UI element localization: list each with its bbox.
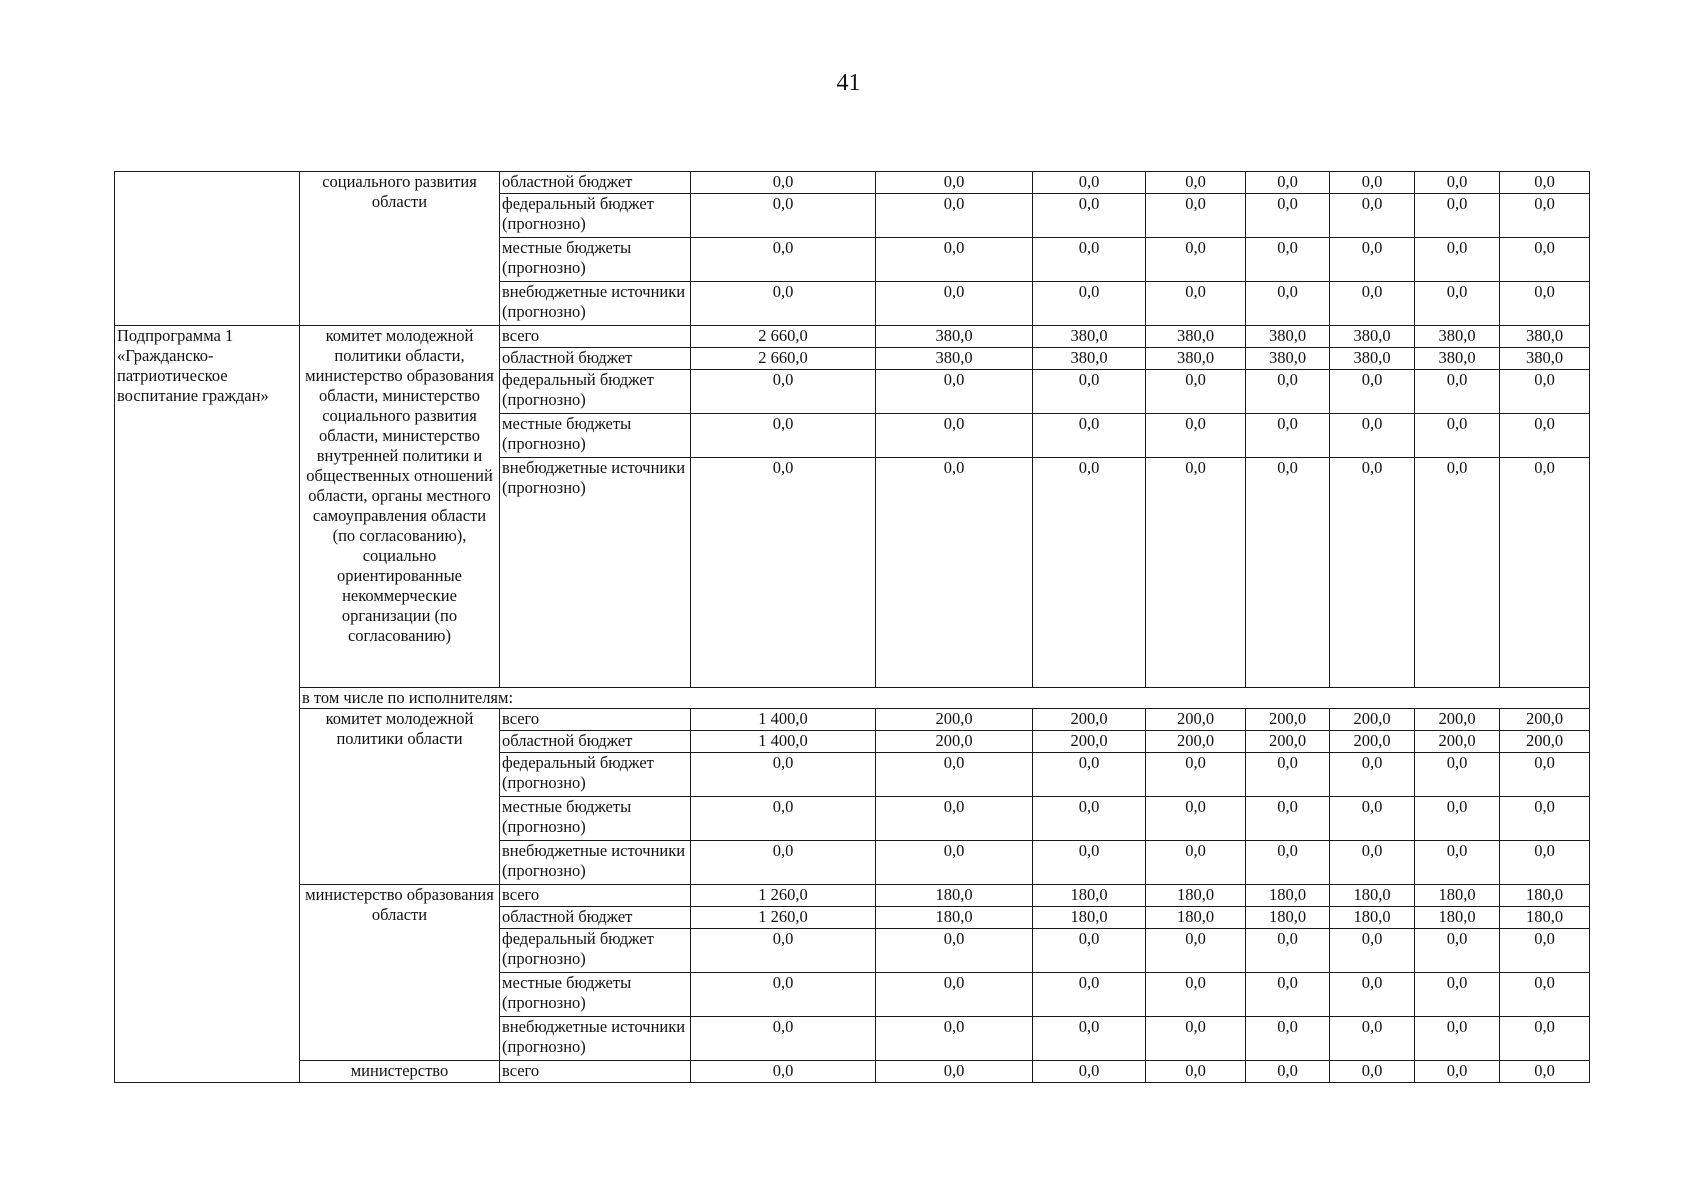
budget-table-body [115,172,1590,1083]
amount-cell: 0,0 [1146,282,1246,326]
amount-cell: 380,0 [1033,326,1146,348]
amount-cell: 0,0 [1330,194,1415,238]
funding-source-cell: местные бюджеты (прогнозно) [500,797,691,841]
executor-cell: комитет молодежной политики области [300,709,500,885]
amount-cell: 200,0 [876,709,1033,731]
amount-cell: 0,0 [691,973,876,1017]
amount-cell: 0,0 [1500,841,1590,885]
amount-cell: 180,0 [1146,907,1246,929]
funding-source-cell: всего [500,326,691,348]
amount-cell: 0,0 [1033,1017,1146,1061]
amount-cell: 0,0 [876,929,1033,973]
funding-source-cell: местные бюджеты (прогнозно) [500,238,691,282]
funding-source-cell: федеральный бюджет (прогнозно) [500,753,691,797]
amount-cell: 200,0 [1500,709,1590,731]
amount-cell: 200,0 [876,731,1033,753]
amount-cell: 180,0 [1033,907,1146,929]
amount-cell: 180,0 [1500,885,1590,907]
amount-cell: 0,0 [876,797,1033,841]
executor-cell: социального развития области [300,172,500,326]
amount-cell: 0,0 [876,458,1033,688]
amount-cell: 0,0 [1330,282,1415,326]
amount-cell: 380,0 [1500,348,1590,370]
amount-cell: 1 260,0 [691,907,876,929]
amount-cell: 0,0 [876,753,1033,797]
amount-cell: 200,0 [1033,731,1146,753]
amount-cell: 0,0 [1033,1061,1146,1083]
amount-cell: 0,0 [691,194,876,238]
amount-cell: 200,0 [1330,709,1415,731]
amount-cell: 0,0 [1415,172,1500,194]
amount-cell: 0,0 [691,414,876,458]
amount-cell: 0,0 [876,282,1033,326]
amount-cell: 0,0 [1033,797,1146,841]
amount-cell: 0,0 [1246,458,1330,688]
funding-source-cell: федеральный бюджет (прогнозно) [500,370,691,414]
executor-cell: комитет молодежной политики области, министерство образования области, министерство социального развития области, министерство внутренней политики и общественных отношений области, органы местного самоуправления области (по согласованию), социально ориентированные некоммерческие организации (по согласованию) [300,326,500,688]
amount-cell: 0,0 [1146,172,1246,194]
amount-cell: 0,0 [691,841,876,885]
amount-cell: 0,0 [1330,1017,1415,1061]
table-row [115,709,1590,731]
amount-cell: 0,0 [1146,238,1246,282]
funding-source-cell: федеральный бюджет (прогнозно) [500,929,691,973]
program-name-cell [115,172,300,326]
by-executors-label: в том числе по исполнителям: [300,688,1590,709]
amount-cell: 0,0 [1246,414,1330,458]
by-executors-row [115,688,1590,709]
amount-cell: 380,0 [1415,348,1500,370]
amount-cell: 0,0 [1500,238,1590,282]
amount-cell: 0,0 [1500,194,1590,238]
amount-cell: 0,0 [1330,1061,1415,1083]
amount-cell: 0,0 [1246,929,1330,973]
amount-cell: 200,0 [1500,731,1590,753]
amount-cell: 380,0 [1415,326,1500,348]
amount-cell: 180,0 [1246,885,1330,907]
amount-cell: 0,0 [1500,1061,1590,1083]
funding-source-cell: всего [500,885,691,907]
amount-cell: 0,0 [1500,414,1590,458]
amount-cell: 0,0 [691,370,876,414]
amount-cell: 1 400,0 [691,731,876,753]
amount-cell: 0,0 [1415,1061,1500,1083]
amount-cell: 0,0 [1033,282,1146,326]
amount-cell: 0,0 [1246,370,1330,414]
page-number: 41 [836,70,861,96]
amount-cell: 0,0 [876,370,1033,414]
amount-cell: 0,0 [1146,1061,1246,1083]
amount-cell: 0,0 [691,1061,876,1083]
amount-cell: 200,0 [1246,709,1330,731]
amount-cell: 0,0 [1415,797,1500,841]
funding-source-cell: внебюджетные источники (прогнозно) [500,1017,691,1061]
amount-cell: 0,0 [691,172,876,194]
amount-cell: 0,0 [1500,973,1590,1017]
amount-cell: 0,0 [1415,753,1500,797]
amount-cell: 0,0 [691,753,876,797]
amount-cell: 380,0 [1146,326,1246,348]
amount-cell: 0,0 [876,973,1033,1017]
amount-cell: 0,0 [1500,458,1590,688]
amount-cell: 0,0 [1330,797,1415,841]
amount-cell: 0,0 [1330,172,1415,194]
amount-cell: 0,0 [1246,238,1330,282]
amount-cell: 0,0 [691,458,876,688]
table-row [115,326,1590,348]
amount-cell: 0,0 [691,929,876,973]
amount-cell: 0,0 [1500,753,1590,797]
amount-cell: 180,0 [1330,885,1415,907]
amount-cell: 200,0 [1033,709,1146,731]
funding-source-cell: внебюджетные источники (прогнозно) [500,458,691,688]
funding-source-cell: внебюджетные источники (прогнозно) [500,841,691,885]
amount-cell: 0,0 [1415,1017,1500,1061]
amount-cell: 380,0 [1330,348,1415,370]
amount-cell: 0,0 [1415,841,1500,885]
amount-cell: 200,0 [1415,709,1500,731]
amount-cell: 0,0 [691,238,876,282]
amount-cell: 0,0 [1246,753,1330,797]
amount-cell: 180,0 [1033,885,1146,907]
table-row [115,885,1590,907]
amount-cell: 0,0 [1246,973,1330,1017]
amount-cell: 180,0 [1330,907,1415,929]
amount-cell: 0,0 [1033,370,1146,414]
amount-cell: 0,0 [1330,753,1415,797]
funding-source-cell: местные бюджеты (прогнозно) [500,414,691,458]
amount-cell: 1 400,0 [691,709,876,731]
amount-cell: 0,0 [1500,1017,1590,1061]
amount-cell: 0,0 [1500,282,1590,326]
funding-source-cell: местные бюджеты (прогнозно) [500,973,691,1017]
funding-source-cell: областной бюджет [500,731,691,753]
amount-cell: 0,0 [1330,841,1415,885]
amount-cell: 380,0 [876,326,1033,348]
funding-source-cell: всего [500,1061,691,1083]
amount-cell: 0,0 [1330,414,1415,458]
amount-cell: 1 260,0 [691,885,876,907]
amount-cell: 0,0 [1146,194,1246,238]
amount-cell: 0,0 [1330,973,1415,1017]
amount-cell: 200,0 [1146,731,1246,753]
amount-cell: 0,0 [1246,194,1330,238]
amount-cell: 0,0 [1246,172,1330,194]
amount-cell: 0,0 [876,414,1033,458]
amount-cell: 380,0 [1330,326,1415,348]
amount-cell: 180,0 [1146,885,1246,907]
amount-cell: 0,0 [876,194,1033,238]
amount-cell: 180,0 [1246,907,1330,929]
funding-source-cell: областной бюджет [500,172,691,194]
budget-table [114,171,1590,1083]
amount-cell: 0,0 [876,1017,1033,1061]
executor-cell: министерство [300,1061,500,1083]
amount-cell: 0,0 [1033,172,1146,194]
executor-cell: министерство образования области [300,885,500,1061]
funding-source-cell: областной бюджет [500,907,691,929]
amount-cell: 0,0 [1500,929,1590,973]
amount-cell: 0,0 [1415,973,1500,1017]
amount-cell: 0,0 [1146,753,1246,797]
amount-cell: 0,0 [1415,238,1500,282]
amount-cell: 0,0 [691,1017,876,1061]
amount-cell: 180,0 [1415,907,1500,929]
amount-cell: 0,0 [1146,841,1246,885]
amount-cell: 0,0 [1415,414,1500,458]
amount-cell: 0,0 [1500,370,1590,414]
amount-cell: 0,0 [1033,194,1146,238]
amount-cell: 380,0 [1246,326,1330,348]
amount-cell: 380,0 [876,348,1033,370]
amount-cell: 0,0 [1033,841,1146,885]
amount-cell: 0,0 [691,797,876,841]
amount-cell: 0,0 [1146,458,1246,688]
amount-cell: 0,0 [1246,841,1330,885]
amount-cell: 0,0 [1500,172,1590,194]
amount-cell: 0,0 [1415,282,1500,326]
amount-cell: 0,0 [1146,929,1246,973]
funding-source-cell: областной бюджет [500,348,691,370]
amount-cell: 0,0 [1033,414,1146,458]
amount-cell: 0,0 [1246,1017,1330,1061]
amount-cell: 0,0 [1033,753,1146,797]
amount-cell: 180,0 [876,885,1033,907]
table-row [115,1061,1590,1083]
amount-cell: 180,0 [876,907,1033,929]
amount-cell: 0,0 [1033,973,1146,1017]
amount-cell: 380,0 [1033,348,1146,370]
amount-cell: 0,0 [1146,414,1246,458]
amount-cell: 0,0 [1415,370,1500,414]
amount-cell: 380,0 [1500,326,1590,348]
amount-cell: 0,0 [1146,797,1246,841]
amount-cell: 200,0 [1330,731,1415,753]
amount-cell: 200,0 [1415,731,1500,753]
amount-cell: 0,0 [1146,370,1246,414]
amount-cell: 380,0 [1246,348,1330,370]
amount-cell: 0,0 [1246,797,1330,841]
amount-cell: 0,0 [1330,238,1415,282]
amount-cell: 0,0 [876,238,1033,282]
program-name-cell: Подпрограмма 1 «Гражданско-патриотическое воспитание граждан» [115,326,300,1083]
amount-cell: 0,0 [1033,929,1146,973]
amount-cell: 0,0 [1500,797,1590,841]
amount-cell: 0,0 [1033,238,1146,282]
amount-cell: 0,0 [1415,458,1500,688]
amount-cell: 0,0 [1330,458,1415,688]
amount-cell: 0,0 [876,841,1033,885]
table-row [115,172,1590,194]
amount-cell: 200,0 [1146,709,1246,731]
amount-cell: 0,0 [1146,973,1246,1017]
amount-cell: 0,0 [876,172,1033,194]
amount-cell: 0,0 [1246,282,1330,326]
amount-cell: 180,0 [1415,885,1500,907]
amount-cell: 2 660,0 [691,326,876,348]
funding-source-cell: внебюджетные источники (прогнозно) [500,282,691,326]
amount-cell: 0,0 [1330,929,1415,973]
amount-cell: 380,0 [1146,348,1246,370]
amount-cell: 200,0 [1246,731,1330,753]
funding-source-cell: всего [500,709,691,731]
amount-cell: 0,0 [876,1061,1033,1083]
amount-cell: 0,0 [1246,1061,1330,1083]
amount-cell: 0,0 [1146,1017,1246,1061]
amount-cell: 0,0 [691,282,876,326]
amount-cell: 0,0 [1415,929,1500,973]
amount-cell: 0,0 [1330,370,1415,414]
amount-cell: 0,0 [1033,458,1146,688]
amount-cell: 2 660,0 [691,348,876,370]
amount-cell: 180,0 [1500,907,1590,929]
amount-cell: 0,0 [1415,194,1500,238]
funding-source-cell: федеральный бюджет (прогнозно) [500,194,691,238]
